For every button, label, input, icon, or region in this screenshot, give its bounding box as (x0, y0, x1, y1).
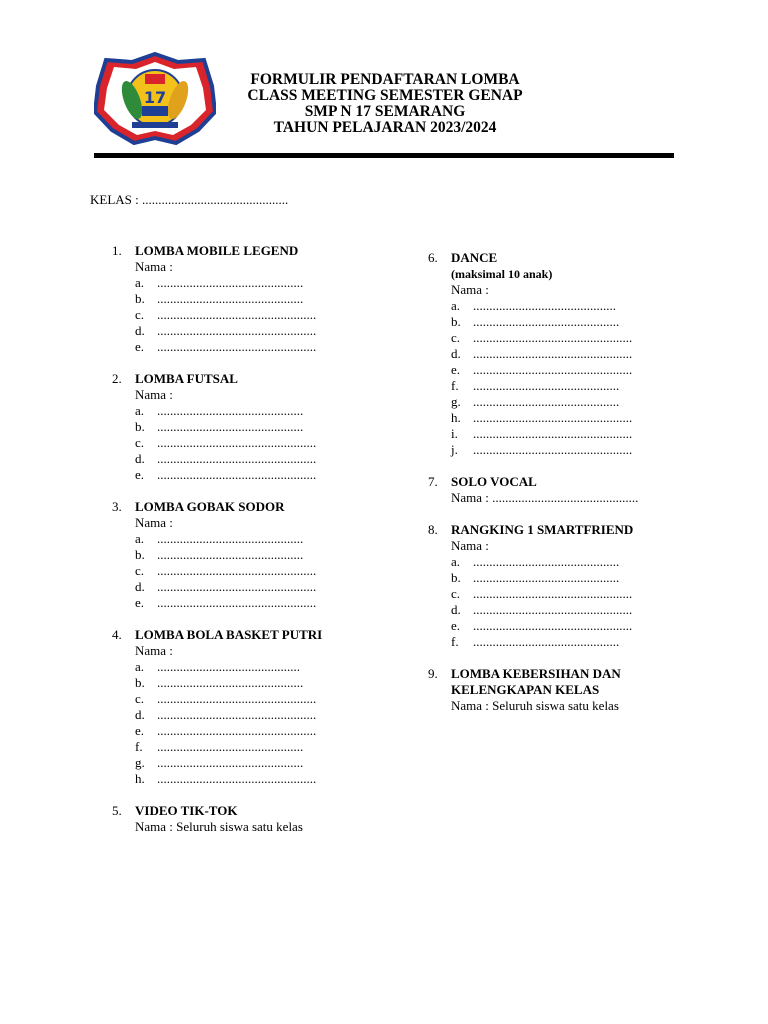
entry-blank[interactable]: ................................................. (157, 563, 317, 578)
entry-letter: c. (135, 435, 145, 450)
competition-section (428, 474, 666, 506)
name-entry-line[interactable] (451, 314, 666, 330)
section-title: LOMBA BOLA BASKET PUTRI (135, 627, 323, 642)
section-subtitle: (maksimal 10 anak) (451, 267, 553, 281)
nama-label: Nama : (451, 282, 489, 297)
entry-letter: c. (135, 307, 145, 322)
entry-letter: d. (135, 579, 145, 594)
nama-label[interactable]: Nama : ............................................. (451, 490, 639, 505)
entry-letter: g. (451, 394, 461, 409)
entry-letter: g. (135, 755, 145, 770)
name-entry-line[interactable] (135, 771, 322, 787)
competition-section (428, 666, 666, 714)
name-entry-line[interactable] (135, 579, 322, 595)
entry-letter: b. (451, 314, 461, 329)
competition-section (428, 250, 666, 458)
section-title: DANCE (451, 250, 498, 265)
name-entry-line[interactable] (135, 723, 322, 739)
nama-label: Nama : (135, 515, 173, 530)
entry-blank[interactable]: ................................................. (157, 579, 317, 594)
name-entry-list (135, 531, 322, 611)
name-entry-line[interactable] (135, 339, 322, 355)
entry-blank[interactable]: ................................................. (157, 435, 317, 450)
section-title: SOLO VOCAL (451, 474, 537, 489)
entry-letter: d. (451, 346, 461, 361)
section-number: 2. (112, 371, 122, 386)
section-number: 8. (428, 522, 438, 537)
section-number: 1. (112, 243, 122, 258)
title-line-1: FORMULIR PENDAFTARAN LOMBA (250, 71, 520, 88)
entry-blank[interactable]: ............................................. (157, 547, 304, 562)
entry-letter: b. (135, 547, 145, 562)
entry-blank[interactable]: ................................................. (157, 451, 317, 466)
nama-label[interactable]: Nama : Seluruh siswa satu kelas (451, 698, 619, 713)
name-entry-list (451, 298, 666, 458)
entry-letter: e. (451, 362, 461, 377)
nama-label: Nama : (135, 387, 173, 402)
name-entry-line[interactable] (451, 634, 666, 650)
name-entry-line[interactable] (135, 531, 322, 547)
entry-letter: d. (451, 602, 461, 617)
section-number: 3. (112, 499, 122, 514)
form-title (200, 72, 570, 136)
name-entry-list (135, 275, 322, 355)
entry-letter: a. (135, 275, 145, 290)
title-line-4: TAHUN PELAJARAN 2023/2024 (273, 119, 497, 136)
header-divider (94, 153, 674, 158)
title-line-3: SMP N 17 SEMARANG (304, 103, 466, 120)
section-title: LOMBA FUTSAL (135, 371, 238, 386)
school-logo (94, 52, 216, 146)
entry-blank[interactable]: ................................................. (157, 595, 317, 610)
section-number: 7. (428, 474, 438, 489)
entry-letter: j. (451, 442, 458, 457)
name-entry-line[interactable] (135, 307, 322, 323)
entry-letter: a. (135, 659, 145, 674)
section-number: 6. (428, 250, 438, 265)
name-entry-list (135, 659, 322, 787)
name-entry-line[interactable] (135, 467, 322, 483)
entry-blank[interactable]: ............................................. (157, 403, 304, 418)
entry-blank[interactable]: ............................................. (473, 634, 620, 649)
entry-blank[interactable]: ................................................. (473, 330, 633, 345)
name-entry-line[interactable] (451, 394, 666, 410)
right-column (428, 250, 666, 714)
section-title: LOMBA MOBILE LEGEND (135, 243, 299, 258)
entry-letter: d. (135, 451, 145, 466)
entry-letter: e. (135, 339, 145, 354)
name-entry-list (451, 554, 666, 650)
entry-blank[interactable]: ............................................. (473, 394, 620, 409)
competition-section (112, 243, 322, 355)
entry-blank[interactable]: ............................................. (157, 275, 304, 290)
competition-section (112, 371, 322, 483)
name-entry-line[interactable] (451, 426, 666, 442)
nama-label: Nama : (451, 538, 489, 553)
entry-blank[interactable]: ................................................. (473, 602, 633, 617)
name-entry-line[interactable] (135, 707, 322, 723)
competition-section (112, 803, 322, 835)
nama-label: Nama : (135, 643, 173, 658)
entry-blank[interactable]: ............................................. (473, 554, 620, 569)
entry-blank[interactable]: ................................................. (473, 586, 633, 601)
entry-letter: e. (451, 618, 461, 633)
section-title: VIDEO TIK-TOK (135, 803, 238, 818)
entry-blank[interactable]: ............................................. (473, 378, 620, 393)
entry-blank[interactable]: ............................................. (157, 739, 304, 754)
entry-letter: d. (135, 323, 145, 338)
competition-section (428, 522, 666, 650)
entry-letter: c. (135, 691, 145, 706)
entry-letter: a. (135, 403, 145, 418)
entry-blank[interactable]: ................................................. (157, 707, 317, 722)
name-entry-line[interactable] (451, 410, 666, 426)
name-entry-line[interactable] (135, 563, 322, 579)
entry-blank[interactable]: ............................................ (157, 659, 300, 674)
entry-letter: b. (135, 675, 145, 690)
section-number: 5. (112, 803, 122, 818)
name-entry-line[interactable] (135, 595, 322, 611)
entry-blank[interactable]: ................................................. (157, 307, 317, 322)
entry-blank[interactable]: ................................................. (157, 339, 317, 354)
name-entry-line[interactable] (135, 547, 322, 563)
entry-letter: f. (135, 739, 143, 754)
name-entry-line[interactable] (451, 442, 666, 458)
entry-letter: i. (451, 426, 458, 441)
entry-blank[interactable]: ............................................. (157, 675, 304, 690)
name-entry-line[interactable] (135, 275, 322, 291)
name-entry-line[interactable] (451, 330, 666, 346)
competition-section (112, 627, 322, 787)
entry-blank[interactable]: ................................................. (473, 410, 633, 425)
section-title: LOMBA KEBERSIHAN DAN KELENGKAPAN KELAS (451, 666, 621, 697)
entry-letter: a. (451, 298, 461, 313)
entry-blank[interactable]: ............................................. (157, 291, 304, 306)
entry-blank[interactable]: ................................................. (157, 691, 317, 706)
entry-letter: f. (451, 378, 459, 393)
name-entry-line[interactable] (451, 362, 666, 378)
entry-letter: e. (135, 723, 145, 738)
entry-letter: d. (135, 707, 145, 722)
entry-letter: f. (451, 634, 459, 649)
name-entry-line[interactable] (451, 586, 666, 602)
entry-blank[interactable]: ................................................. (157, 771, 317, 786)
name-entry-line[interactable] (451, 618, 666, 634)
entry-blank[interactable]: ................................................. (473, 618, 633, 633)
name-entry-line[interactable] (451, 602, 666, 618)
name-entry-line[interactable] (135, 739, 322, 755)
section-title: LOMBA GOBAK SODOR (135, 499, 285, 514)
entry-blank[interactable]: ............................................. (157, 755, 304, 770)
entry-blank[interactable]: ............................................. (157, 531, 304, 546)
entry-blank[interactable]: ................................................. (473, 362, 633, 377)
entry-letter: c. (451, 586, 461, 601)
name-entry-line[interactable] (135, 659, 322, 675)
title-line-2: CLASS MEETING SEMESTER GENAP (247, 87, 523, 104)
entry-letter: e. (135, 595, 145, 610)
section-number: 9. (428, 666, 438, 681)
name-entry-line[interactable] (135, 435, 322, 451)
entry-blank[interactable]: ................................................. (473, 442, 633, 457)
section-number: 4. (112, 627, 122, 642)
competition-section (112, 499, 322, 611)
entry-blank[interactable]: ............................................. (157, 419, 304, 434)
entry-letter: e. (135, 467, 145, 482)
name-entry-line[interactable] (135, 691, 322, 707)
entry-letter: c. (451, 330, 461, 345)
section-title: RANGKING 1 SMARTFRIEND (451, 522, 634, 537)
nama-label[interactable]: Nama : Seluruh siswa satu kelas (135, 819, 303, 834)
name-entry-line[interactable] (135, 419, 322, 435)
name-entry-line[interactable] (135, 675, 322, 691)
logo-number: 17 (143, 88, 167, 107)
entry-blank[interactable]: ................................................. (473, 426, 633, 441)
name-entry-list (135, 403, 322, 483)
nama-label: Nama : (135, 259, 173, 274)
entry-letter: a. (135, 531, 145, 546)
name-entry-line[interactable] (451, 298, 666, 314)
entry-letter: a. (451, 554, 461, 569)
entry-letter: h. (451, 410, 461, 425)
entry-blank[interactable]: ................................................. (157, 723, 317, 738)
name-entry-line[interactable] (451, 570, 666, 586)
entry-blank[interactable]: ............................................. (473, 570, 620, 585)
entry-blank[interactable]: ................................................. (473, 346, 633, 361)
entry-blank[interactable]: ................................................. (157, 467, 317, 482)
name-entry-line[interactable] (451, 346, 666, 362)
entry-blank[interactable]: ................................................. (157, 323, 317, 338)
entry-letter: c. (135, 563, 145, 578)
entry-letter: h. (135, 771, 145, 786)
entry-blank[interactable]: ............................................. (473, 314, 620, 329)
name-entry-line[interactable] (135, 755, 322, 771)
name-entry-line[interactable] (135, 451, 322, 467)
entry-blank[interactable]: ............................................ (473, 298, 616, 313)
entry-letter: b. (135, 419, 145, 434)
left-column (112, 243, 322, 835)
entry-letter: b. (135, 291, 145, 306)
name-entry-line[interactable] (451, 554, 666, 570)
entry-letter: b. (451, 570, 461, 585)
name-entry-line[interactable] (135, 323, 322, 339)
kelas-field[interactable]: KELAS : ............................................. (90, 192, 289, 207)
name-entry-line[interactable] (451, 378, 666, 394)
name-entry-line[interactable] (135, 291, 322, 307)
name-entry-line[interactable] (135, 403, 322, 419)
